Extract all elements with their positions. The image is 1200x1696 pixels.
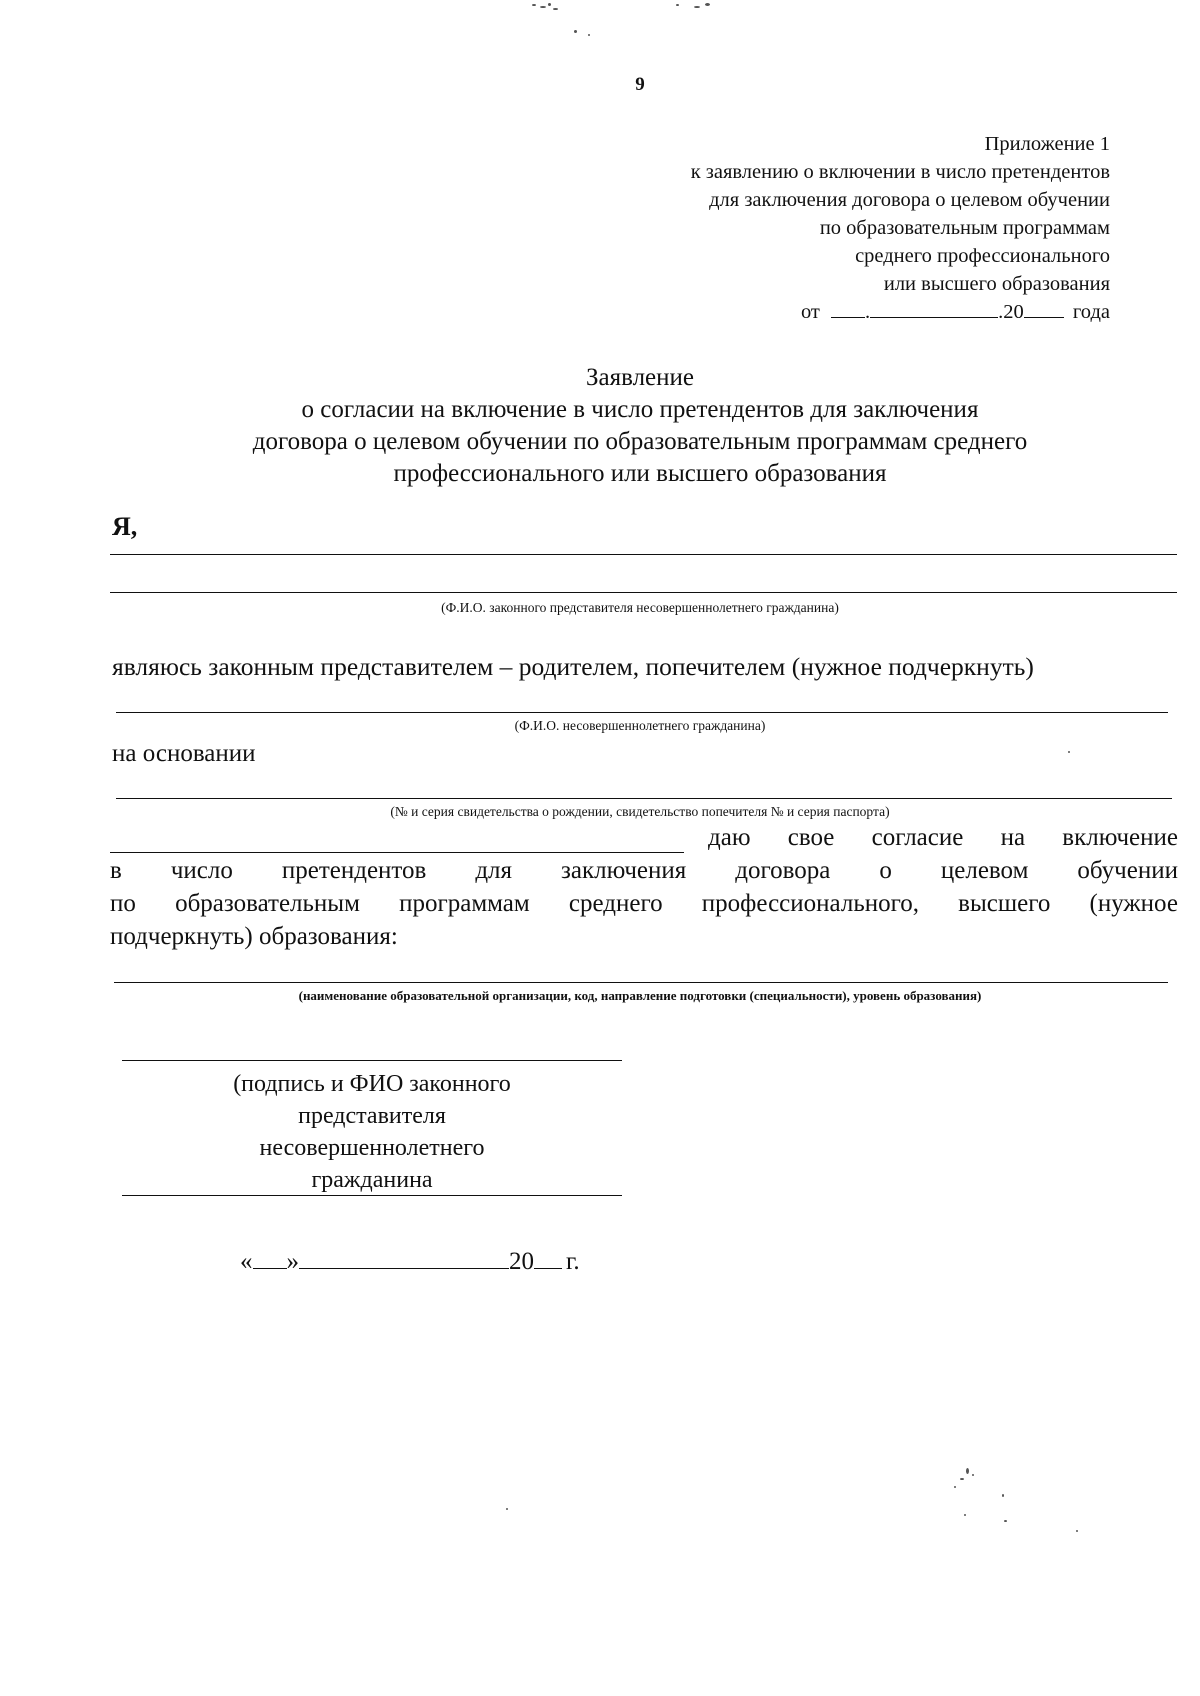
date-open-quote: « (240, 1248, 253, 1275)
consent-word: договора (735, 857, 831, 884)
appendix-line: среднего профессионального (855, 245, 1110, 267)
org-line[interactable] (114, 982, 1168, 983)
consent-word: (нужное (1089, 890, 1178, 917)
rep-caption: (Ф.И.О. законного представителя несовершеннолетнего гражданина) (441, 600, 839, 615)
signature-caption-line: гражданина (311, 1167, 433, 1193)
signature-caption (122, 1068, 622, 1196)
date-month-blank[interactable] (870, 317, 998, 318)
doc-caption: (№ и серия свидетельства о рождении, свидетельство попечителя № и серия паспорта) (390, 804, 890, 819)
appendix-date-suffix: года (1072, 301, 1110, 323)
title-heading: Заявление (585, 364, 695, 391)
org-caption: (наименование образовательной организации, код, направление подготовки (специальности), уровень образования) (298, 988, 982, 1003)
date-month-field[interactable] (299, 1268, 509, 1269)
consent-line-2 (110, 857, 1178, 885)
minor-name-line[interactable] (116, 712, 1168, 713)
appendix-line: к заявлению о включении в число претендентов (690, 161, 1110, 183)
consent-word: включение (1062, 824, 1178, 851)
consent-word: на (1000, 824, 1026, 851)
appendix-date (470, 298, 1110, 326)
signature-caption-line: (подпись и ФИО законного (233, 1071, 511, 1097)
appendix-date-sep: . (865, 301, 871, 323)
consent-word: программам (399, 890, 530, 917)
rep-name-line-1[interactable] (110, 554, 1177, 555)
consent-line-4: подчеркнуть) образования: (110, 923, 398, 950)
consent-word: образовательным (175, 890, 360, 917)
consent-word: в (110, 857, 122, 884)
consent-word: о (879, 857, 892, 884)
minor-caption: (Ф.И.О. несовершеннолетнего гражданина) (514, 718, 766, 733)
signature-bottom-line (122, 1195, 622, 1196)
consent-word: число (170, 857, 233, 884)
date-year-suffix: г. (566, 1248, 580, 1275)
title-line: договора о целевом обучении по образовательным программам среднего (252, 428, 1028, 455)
date-year-prefix: 20 (509, 1248, 534, 1275)
signature-caption-line: несовершеннолетнего (259, 1135, 485, 1161)
page-number: 9 (635, 74, 645, 95)
consent-word: профессионального, (701, 890, 919, 917)
appendix-block (470, 130, 1110, 326)
appendix-line: по образовательным программам (819, 217, 1110, 239)
consent-word: высшего (958, 890, 1051, 917)
date-year-blank[interactable] (1024, 317, 1064, 318)
consent-word: свое (787, 824, 835, 851)
date-close-quote: » (286, 1248, 299, 1275)
consent-word: по (110, 890, 136, 917)
is-rep-text: являюсь законным представителем – родителем, попечителем (нужное подчеркнуть) (112, 652, 1034, 681)
appendix-date-year: .20 (998, 301, 1024, 323)
basis-label: на основании (112, 740, 256, 767)
date-year-field[interactable] (534, 1268, 562, 1269)
consent-word: обучении (1077, 857, 1178, 884)
consent-line-3 (110, 890, 1178, 918)
consent-word: для (475, 857, 513, 884)
appendix-date-prefix: от (800, 301, 820, 323)
appendix-line: или высшего образования (883, 273, 1110, 295)
rep-name-line-2[interactable] (110, 592, 1177, 593)
consent-line-1 (708, 824, 1178, 852)
signature-date (240, 1248, 580, 1276)
consent-word: даю (708, 824, 751, 851)
appendix-line: для заключения договора о целевом обучении (709, 189, 1110, 211)
basis-doc-line-cont[interactable] (110, 852, 684, 853)
date-day-blank[interactable] (831, 317, 865, 318)
consent-word: среднего (568, 890, 663, 917)
signature-caption-line: представителя (298, 1103, 446, 1129)
title-line: профессионального или высшего образования (393, 460, 887, 487)
consent-word: заключения (561, 857, 687, 884)
appendix-line: Приложение 1 (984, 133, 1110, 155)
title-line: о согласии на включение в число претендентов для заключения (301, 396, 979, 423)
date-day-field[interactable] (253, 1268, 287, 1269)
basis-doc-line[interactable] (116, 798, 1172, 799)
i-label: Я, (112, 512, 138, 541)
consent-word: согласие (871, 824, 964, 851)
consent-word: претендентов (281, 857, 427, 884)
consent-word: целевом (940, 857, 1029, 884)
signature-line[interactable] (122, 1060, 622, 1061)
statement-title (110, 362, 1170, 490)
